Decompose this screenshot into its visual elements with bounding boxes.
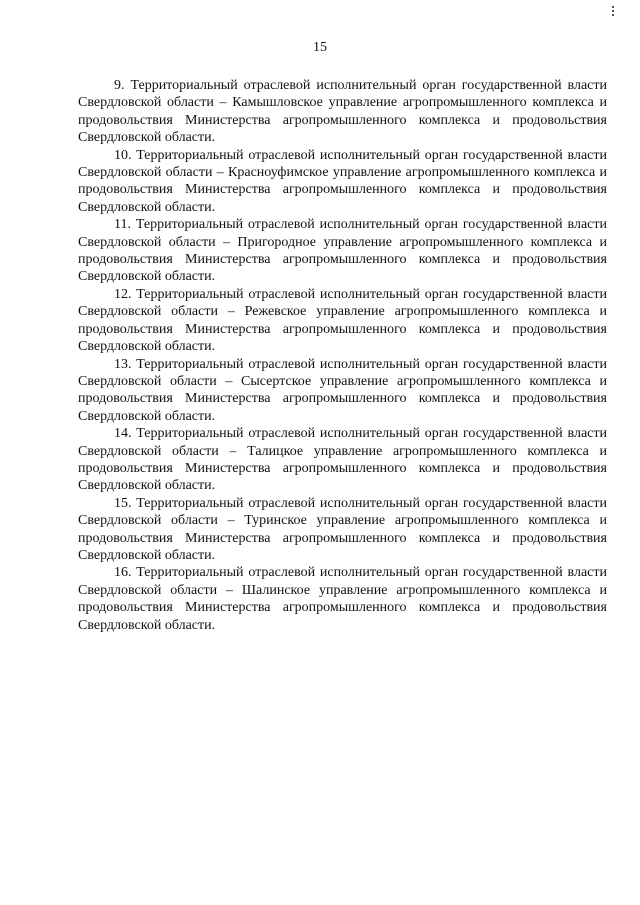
list-item: 10. Территориальный отраслевой исполнительный орган государственной власти Свердловской области – Красноуфимское управление агропромышленного комплекса и продовольствия Министерства агропромышленного комплекса и продовольствия Свердловской области. (78, 147, 607, 215)
document-body (78, 77, 607, 634)
list-item: 14. Территориальный отраслевой исполнительный орган государственной власти Свердловской области – Талицкое управление агропромышленного комплекса и продовольствия Министерства агропромышленного комплекса и продовольствия Свердловской области. (78, 426, 607, 494)
list-item: 9. Территориальный отраслевой исполнительный орган государственной власти Свердловской области – Камышловское управление агропромышленного комплекса и продовольствия Министерства агропромышленного комплекса и продовольствия Свердловской области. (78, 78, 607, 146)
list-item: 13. Территориальный отраслевой исполнительный орган государственной власти Свердловской области – Сысертское управление агропромышленного комплекса и продовольствия Министерства агропромышленного комплекса и продовольствия Свердловской области. (78, 356, 607, 424)
list-item: 11. Территориальный отраслевой исполнительный орган государственной власти Свердловской области – Пригородное управление агропромышленного комплекса и продовольствия Министерства агропромышленного комплекса и продовольствия Свердловской области. (78, 217, 607, 285)
list-item: 15. Территориальный отраслевой исполнительный орган государственной власти Свердловской области – Туринское управление агропромышленного комплекса и продовольствия Министерства агропромышленного комплекса и продовольствия Свердловской области. (78, 495, 607, 563)
page-number: 15 (313, 40, 327, 55)
list-item: 12. Территориальный отраслевой исполнительный орган государственной власти Свердловской области – Режевское управление агропромышленного комплекса и продовольствия Министерства агропромышленного комплекса и продовольствия Свердловской области. (78, 286, 607, 355)
scan-mark (612, 6, 616, 16)
list-item: 16. Территориальный отраслевой исполнительный орган государственной власти Свердловской области – Шалинское управление агропромышленного комплекса и продовольствия Министерства агропромышленного комплекса и продовольствия Свердловской области. (78, 565, 607, 633)
